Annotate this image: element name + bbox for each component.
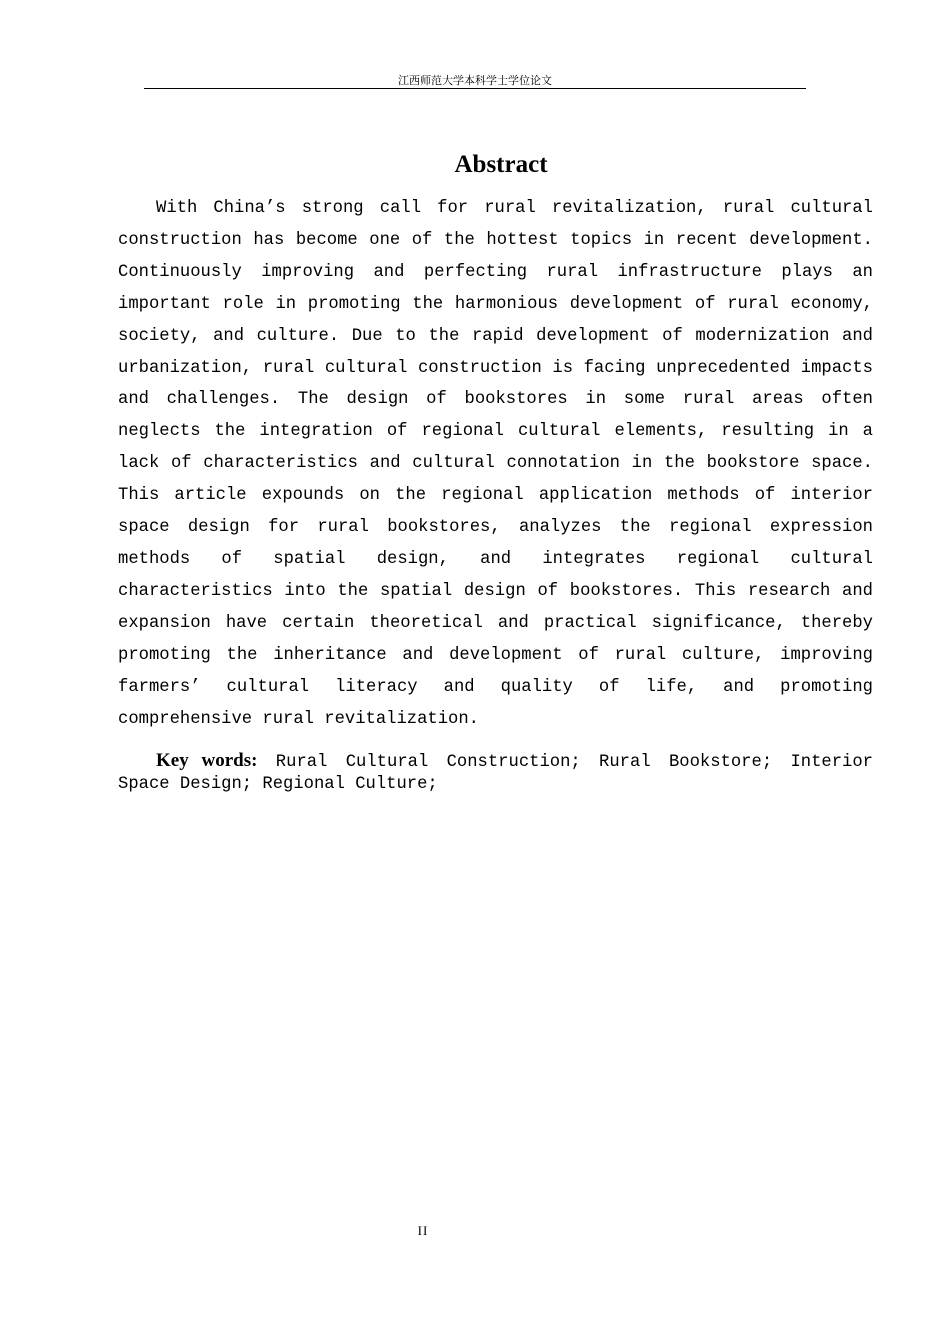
header-rule bbox=[144, 88, 806, 89]
page-number: II bbox=[417, 1223, 429, 1238]
keywords-label: Key words: bbox=[156, 750, 258, 771]
keywords-text: Rural Cultural Construction; Rural Bookstore; Interior Space Design; Regional Culture; bbox=[118, 753, 874, 794]
abstract-title: Abstract bbox=[454, 151, 548, 178]
keywords-paragraph bbox=[118, 750, 873, 796]
abstract-body: With China’s strong call for rural revitalization, rural cultural construction has become one of the hottest topics in recent development. Continuously improving and perfecting rural infrastructure plays an important role in promoting the harmonious development of rural economy, society, and culture. Due to the rapid development of modernization and urbanization, rural cultural construction is facing unprecedented impacts and challenges. The design of bookstores in some rural areas often neglects the integration of regional cultural elements, resulting in a lack of characteristics and cultural connotation in the bookstore space. This article expounds on the regional application methods of interior space design for rural bookstores, analyzes the regional expression methods of spatial design, and integrates regional cultural characteristics into the spatial design of bookstores. This research and expansion have certain theoretical and practical significance, thereby promoting the inheritance and development of rural culture, improving farmers’ cultural literacy and quality of life, and promoting comprehensive rural revitalization. bbox=[118, 199, 873, 729]
running-header: 江西师范大学本科学士学位论文 bbox=[398, 74, 552, 87]
